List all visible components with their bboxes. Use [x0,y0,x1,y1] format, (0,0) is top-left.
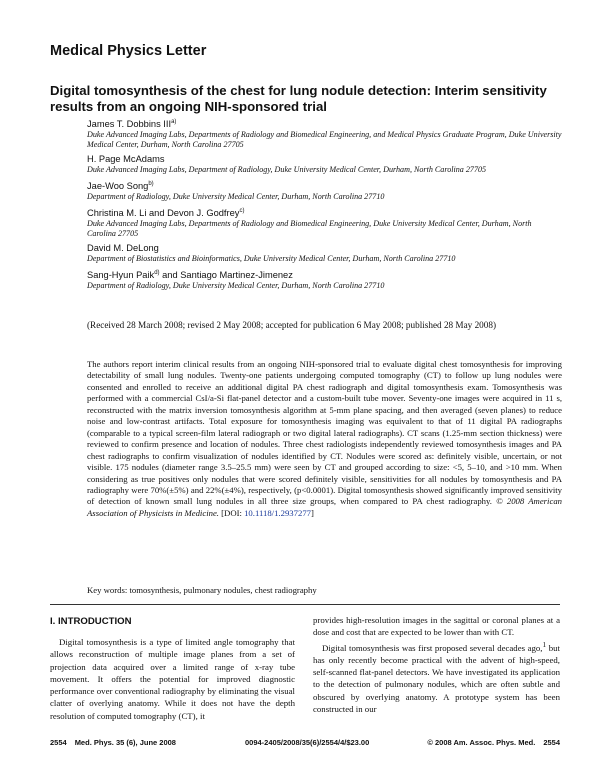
body-column-right [313,614,560,715]
page-footer [50,738,560,747]
author-name: Sang-Hyun Paik$^{d)}$ and Santiago Martinez-Jimenez [87,270,293,281]
author-name: James T. Dobbins III$^{a)}$ [87,119,177,130]
article-title: Digital tomosynthesis of the chest for lung nodule detection: Interim sensitivity results from an ongoing NIH-sponsored trial [50,83,547,114]
reference-marker: 1 [542,639,547,649]
author-affiliation: Duke Advanced Imaging Labs, Departments of Radiology and Biomedical Engineering, Duke University Medical Center, Durham, North Carolina 27705 [87,219,532,239]
author-affiliation: Department of Radiology, Duke University Medical Center, Durham, North Carolina 27710 [87,192,385,202]
footer-copyright: © 2008 Am. Assoc. Phys. Med. [427,738,536,747]
author-name: Christina M. Li and Devon J. Godfrey$^{c)}$ [87,208,245,219]
author-affiliation: Department of Radiology, Duke University Medical Center, Durham, North Carolina 27710 [87,281,385,291]
abstract-copyright: © 2008 American Association of Physicists in Medicine. [87,496,563,518]
section-divider [50,604,560,605]
author-affiliation: Department of Biostatistics and Bioinformatics, Duke University Medical Center, Durham, North Carolina 27710 [87,254,456,264]
page-number: 2554 [543,738,560,747]
journal-citation: Med. Phys. 35 (6), June 2008 [74,738,176,747]
section-heading: I. INTRODUCTION [50,616,132,627]
body-column-left: Digital tomosynthesis is a type of limited angle tomography that allows reconstruction of multiple image planes from a set of projection data acquired over a limited range of x-ray tube movement. It offers the potential for improved diagnostic performance over conventional radiography by eliminating the visual clatter of overlying anatomy. While it does not have the depth resolution of computed tomography (CT), it [50,637,295,721]
author-name: David M. DeLong [87,243,159,254]
author-name: Jae-Woo Song$^{b)}$ [87,181,154,192]
journal-type: Medical Physics Letter [50,43,207,59]
author-name: H. Page McAdams [87,154,165,165]
abstract: The authors report interim clinical results from an ongoing NIH-sponsored trial to evaluate digital chest tomosynthesis for improving detectability of small lung nodules. Twenty-one patients undergoing computed tomography (CT) to follow up lung nodules were consented and enrolled to receive an additional digital PA chest radiograph and digital tomosynthesis exam. Tomosynthesis was performed with a commercial CsI/a-Si flat-panel detector and a custom-built tube mover. Seventy-one images were acquired in 11 s, reconstructed with the matrix inversion tomosynthesis algorithm at 5-mm plane spacing, and then averaged (seven planes) to reduce noise and low-contrast artifacts. Total exposure for tomosynthesis imaging was equivalent to that of 11 digital PA radiographs (comparable to a typical screen-film lateral radiograph or two digital lateral radiographs). CT scans (1.25-mm section thickness) were reviewed to confirm presence and location of nodules. Three chest radiologists independently reviewed tomosynthesis images and PA chest radiographs to confirm visualization of nodules identified by CT. Nodules were scored as: definitely visible, uncertain, or not visible. 175 nodules (diameter range 3.5–25.5 mm) were seen by CT and grouped according to size: <5, 5–10, and >10 mm. When considering as true positives only nodules that were scored definitely visible, sensitivities for all nodules by tomosynthesis and PA radiography were 70%(±5%) and 22%(±4%), respectively, (p<0.0001). Digital tomosynthesis showed significantly improved sensitivity of detection of known small lung nodules in all three size groups, when compared to PA chest radiography. © 2008 American Association of Physicists in Medicine. [DOI: 10.1118/1.2937277] [87,359,563,518]
author-affiliation: Duke Advanced Imaging Labs, Department of Radiology, Duke University Medical Center, Durham, North Carolina 27705 [87,165,487,175]
article-code: 0094-2405/2008/35(6)/2554/4/$23.00 [245,738,370,747]
received-dates: (Received 28 March 2008; revised 2 May 2008; accepted for publication 6 May 2008; published 28 May 2008) [87,320,497,330]
author-affiliation: Duke Advanced Imaging Labs, Departments of Radiology and Biomedical Engineering, and Medical Physics Graduate Program, Duke University Medical Center, Durham, North Carolina 27705 [87,130,562,150]
doi-link[interactable]: 10.1118/1.2937277 [244,507,312,518]
page-number: 2554 [50,738,67,747]
author-list [87,117,562,295]
paragraph: Digital tomosynthesis was first proposed several decades ago,$^1$ but has only recently become practical with the advent of high-speed, self-scanned flat-panel detectors. We have investigated its application to the detection of pulmonary nodules, which are often subtle and obscured by overlying anatomy. A prototype system has been constructed in our [313,639,560,714]
keywords: Key words: tomosynthesis, pulmonary nodules, chest radiography [87,585,317,595]
paragraph: provides high-resolution images in the sagittal or coronal planes at a dose and cost that are expected to be lower than with CT. [313,615,560,638]
